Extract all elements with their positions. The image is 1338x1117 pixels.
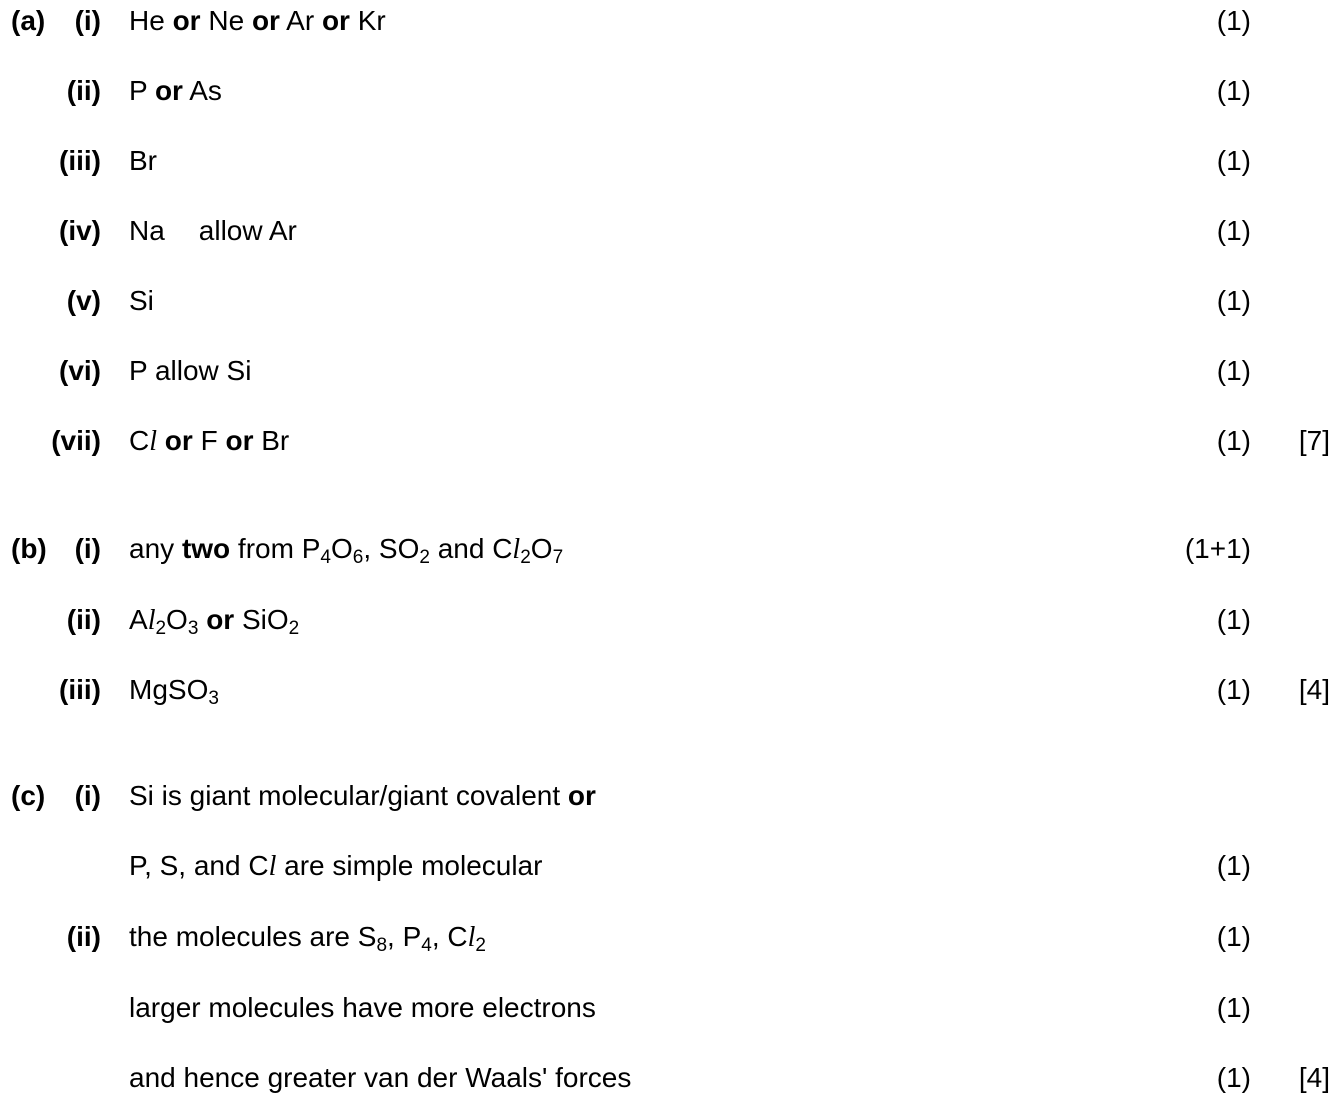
subpart-label: (i) [74,780,101,811]
mark: (1) [1216,355,1251,386]
answer-row-c-ii [0,917,1338,957]
mark: (1) [1216,5,1251,36]
subpart-label: (vii) [51,425,101,456]
subpart-label: (iii) [59,674,101,705]
section-total: [7] [1298,425,1330,456]
answer-row-a-v [0,281,1338,321]
answer-text: larger molecules have more electrons [129,992,596,1023]
answer-row-c-ii-cont-2 [0,1058,1338,1098]
answer-text: P or As [129,75,222,106]
mark: (1+1) [1184,533,1251,564]
subpart-label: (vi) [59,355,101,386]
answer-text: He or Ne or Ar or Kr [129,5,386,36]
answer-row-a-iii [0,141,1338,181]
mark: (1) [1216,215,1251,246]
answer-row-b-i [0,529,1338,569]
part-label-a: (a) [11,5,46,36]
answer-row-a-ii [0,71,1338,111]
subpart-label: (ii) [66,75,101,106]
mark: (1) [1216,992,1251,1023]
answer-text: Si [129,285,154,316]
answer-text: the molecules are $S_8$, $P_4$, $Cl_2$ [129,921,486,956]
answer-text: Br [129,145,157,176]
mark: (1) [1216,75,1251,106]
answer-row-c-i [0,776,1338,816]
answer-text: Cl or F or Br [129,425,290,457]
mark: (1) [1216,425,1251,456]
answer-row-b-ii [0,600,1338,640]
section-total: [4] [1298,1062,1330,1093]
subpart-label: (i) [74,5,101,36]
subpart-label: (ii) [66,921,101,952]
answer-row-a-vi [0,351,1338,391]
answer-text: Si is giant molecular/giant covalent or [129,780,596,811]
answer-text: MgSO$_3$ [129,674,219,709]
answer-row-a-vii [0,421,1338,461]
answer-row-a-iv [0,211,1338,251]
answer-row-b-iii [0,670,1338,710]
answer-text: Na allow Ar [129,215,297,246]
mark: (1) [1216,921,1251,952]
mark: (1) [1216,674,1251,705]
answer-text: P, S, and Cl are simple molecular [129,850,543,882]
subpart-label: (ii) [66,604,101,635]
part-label-c: (c) [11,780,46,811]
answer-row-c-i-cont [0,846,1338,886]
mark: (1) [1216,285,1251,316]
answer-text: and hence greater van der Waals' forces [129,1062,632,1093]
part-label-b: (b) [11,533,47,564]
mark: (1) [1216,604,1251,635]
answer-text: $Al_2O_3$ or SiO$_2$ [129,604,300,639]
mark: (1) [1216,1062,1251,1093]
answer-text: any two from $P_4O_6$, $SO_2$ and $Cl_2O_7$ [129,533,564,568]
answer-row-c-ii-cont-1 [0,988,1338,1028]
subpart-label: (i) [74,533,101,564]
answer-text: P allow Si [129,355,252,386]
subpart-label: (iii) [59,145,101,176]
section-total: [4] [1298,674,1330,705]
mark: (1) [1216,145,1251,176]
answer-row-a-i [0,1,1338,41]
mark: (1) [1216,850,1251,881]
subpart-label: (iv) [59,215,101,246]
subpart-label: (v) [66,285,101,316]
